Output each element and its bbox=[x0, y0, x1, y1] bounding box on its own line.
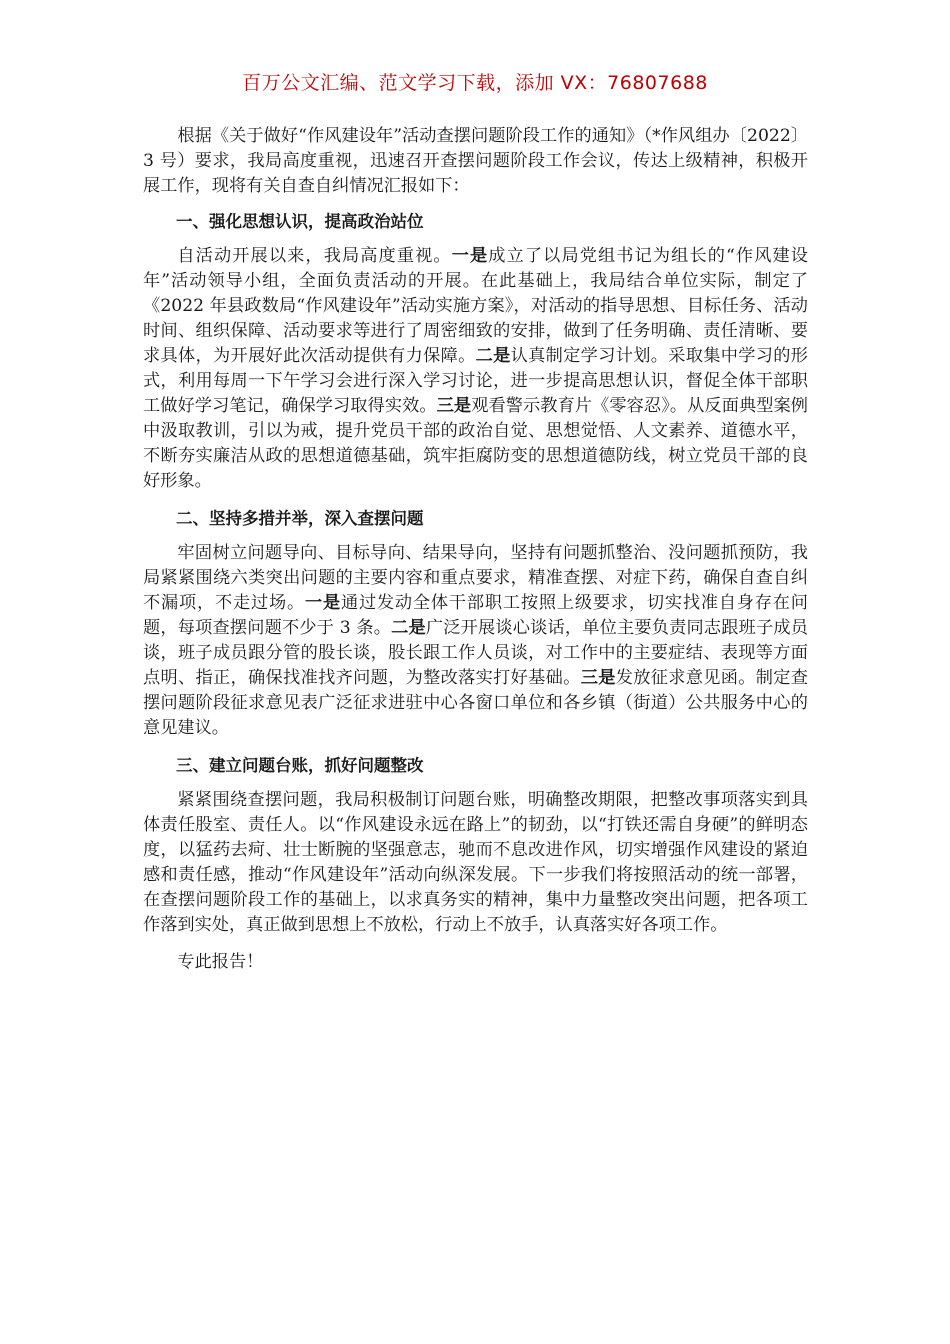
section-2-ordinal-1: 一是 bbox=[304, 593, 341, 613]
section-1-ordinal-2: 二是 bbox=[475, 346, 511, 366]
section-2-ordinal-3: 三是 bbox=[580, 668, 616, 688]
section-1-heading: 一、强化思想认识，提高政治站位 bbox=[176, 212, 424, 231]
intro-paragraph: 根据《关于做好“作风建设年”活动查摆问题阶段工作的通知》（*作风组办〔2022〕3 号）要求，我局高度重视，迅速召开查摆问题阶段工作会议，传达上级精神，积极开展工作，现将有关自查自纠情况汇报如下： bbox=[143, 126, 808, 196]
section-2-paragraph bbox=[143, 541, 808, 741]
section-1-text-d: 观看警示教育片《零容忍》。从反面典型案例中汲取教训，引以为戒，提升党员干部的政治自觉、思想觉悟、人文素养、道德水平，不断夯实廉洁从政的思想道德基础，筑牢拒腐防变的思想道德防线，树立党员干部的良好形象。 bbox=[143, 396, 808, 491]
section-1-text-b: 成立了以局党组书记为组长的“作风建设年”活动领导小组，全面负责活动的开展。在此基础上，我局结合单位实际，制定了《2022 年县政数局“作风建设年”活动实施方案》，对活动的指导思想、目标任务、活动时间、组织保障、活动要求等进行了周密细致的安排，做到了任务明确、责任清晰、要求具体，为开展好此次活动提供有力保障。 bbox=[143, 246, 808, 366]
section-1-paragraph bbox=[143, 244, 808, 494]
section-2-text-d: 发放征求意见函。制定查摆问题阶段征求意见表广泛征求进驻中心各窗口单位和各乡镇（街道）公共服务中心的意见建议。 bbox=[143, 668, 808, 738]
section-3-paragraph: 紧紧围绕查摆问题，我局积极制订问题台账，明确整改期限，把整改事项落实到具体责任股室、责任人。以“作风建设永远在路上”的韧劲，以“打铁还需自身硬”的鲜明态度，以猛药去疴、壮士断腕的坚强意志，驰而不息改进作风，切实增强作风建设的紧迫感和责任感，推动“作风建设年”活动向纵深发展。下一步我们将按照活动的统一部署，在查摆问题阶段工作的基础上，以求真务实的精神，集中力量整改突出问题，把各项工作落到实处，真正做到思想上不放松，行动上不放手，认真落实好各项工作。 bbox=[143, 790, 808, 935]
document-body bbox=[143, 124, 808, 975]
section-3-heading: 三、建立问题台账，抓好问题整改 bbox=[176, 756, 424, 775]
section-2-text-a: 牢固树立问题导向、目标导向、结果导向，坚持有问题抓整治、没问题抓预防，我局紧紧围绕六类突出问题的主要内容和重点要求，精准查摆、对症下药，确保自查自纠不漏项，不走过场。 bbox=[143, 543, 808, 613]
section-2-ordinal-2: 二是 bbox=[391, 618, 426, 638]
section-1-text-c: 认真制定学习计划。采取集中学习的形式，利用每周一下午学习会进行深入学习讨论，进一步提高思想认识，督促全体干部职工做好学习笔记，确保学习取得实效。 bbox=[143, 346, 808, 416]
section-2-text-c: 广泛开展谈心谈话，单位主要负责同志跟班子成员谈，班子成员跟分管的股长谈，股长跟工作人员谈，对工作中的主要症结、表现等方面点明、指正，确保找准找齐问题，为整改落实打好基础。 bbox=[143, 618, 808, 688]
section-2-heading: 二、坚持多措并举，深入查摆问题 bbox=[176, 509, 424, 528]
section-2-text-b: 通过发动全体干部职工按照上级要求，切实找准自身存在问题，每项查摆问题不少于 3 条。 bbox=[143, 593, 808, 638]
section-1-text-a: 自活动开展以来，我局高度重视。 bbox=[177, 246, 452, 266]
header-banner: 百万公文汇编、范文学习下载，添加 VX：76807688 bbox=[242, 72, 708, 94]
section-1-ordinal-3: 三是 bbox=[436, 396, 472, 416]
closing-line: 专此报告！ bbox=[177, 952, 264, 972]
section-1-ordinal-1: 一是 bbox=[451, 246, 489, 266]
